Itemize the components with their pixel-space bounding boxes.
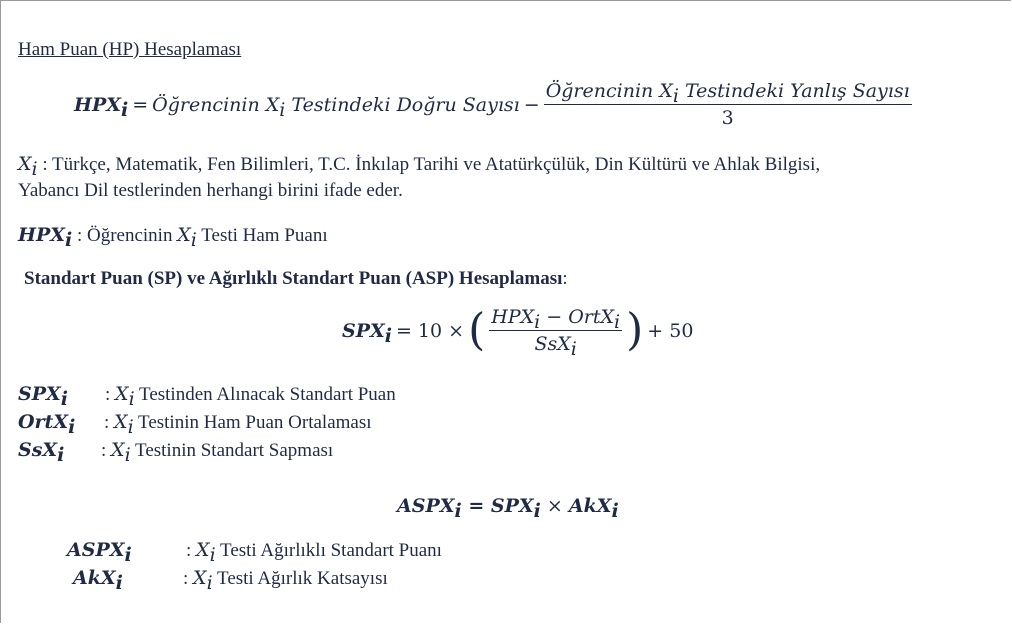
sp-formula-lhs-sub: i [384,324,392,347]
def-term-spx: SPX [18,383,61,405]
sp-formula-fraction [489,306,622,360]
def-row-akx [73,567,123,594]
def-x-spx: X [115,383,129,405]
xi-definition-line2: Yabancı Dil testlerinden herhangi birini ifade eder. [18,180,403,201]
asp-formula-eq: = [461,495,491,517]
sp-frac-den-sub: i [570,338,577,360]
sp-formula-eq: = 10 × [395,319,465,342]
xi-definition-line1: : Türkçe, Matematik, Fen Bilimleri, T.C. İnkılap Tarihi ve Atatürkçülük, Din Kültürü ve Ahlak Bilgisi, [37,154,821,175]
sp-frac-num-a: HPX [491,306,535,328]
hp-formula-eq: = [132,93,149,116]
hp-frac-den: 3 [721,107,734,129]
xi-definition [18,153,821,180]
def-x-ssx: X [111,439,125,461]
def-term-ortx: OrtX [18,411,69,433]
hpx-def-x: X [177,224,191,246]
def-term-ortx-sub: i [68,416,76,438]
asp-formula-lhs: ASPX [397,495,455,517]
sp-frac-num-b: OrtX [568,306,615,328]
asp-formula-a-sub: i [533,500,541,522]
hp-frac-num-sub: i [672,85,679,107]
def-term-aspx-sub: i [124,544,132,566]
def-colon-ssx: : [101,440,112,461]
sp-frac-den: SsX [534,333,571,355]
def-desc-aspx [186,539,442,566]
def-colon-spx: : [105,384,116,405]
sp-frac-num-b-sub: i [614,311,621,333]
section2-title-text: Standart Puan (SP) ve Ağırlıklı Standart Puan (ASP) Hesaplaması [24,268,563,289]
def-text-ortx: Testinin Ham Puan Ortalaması [133,412,372,433]
hp-formula [74,80,912,140]
hpx-def-text-b: Testi Ham Puanı [196,225,328,246]
def-term-ssx-sub: i [57,444,65,466]
def-x-ortx: X [114,411,128,433]
hp-frac-num-a: Öğrencinin [545,80,660,102]
sp-frac-num-minus: − [540,306,569,328]
hpx-definition [18,224,328,251]
def-desc-ssx [101,439,334,466]
asp-formula-b-sub: i [611,500,619,522]
def-row-aspx [67,539,132,566]
asp-formula-times: × [540,495,569,517]
section-title-standart-puan [24,268,568,290]
hp-formula-term1x: X [265,93,280,116]
hp-formula-lhs-sub: i [120,98,129,121]
asp-formula-a: SPX [490,495,534,517]
def-text-ssx: Testinin Standart Sapması [130,440,334,461]
hp-formula-term1a: Öğrencinin [152,93,266,116]
hpx-def-xsub: i [190,229,197,251]
section-title-ham-puan: Ham Puan (HP) Hesaplaması [18,39,242,60]
xi-symbol-sub: i [31,158,38,180]
hpx-def-term: HPX [18,224,65,246]
hpx-def-term-sub: i [64,229,73,251]
def-row-spx [18,383,68,410]
sp-frac-num-a-sub: i [534,311,541,333]
def-row-ortx [18,411,76,438]
xi-symbol: X [18,153,32,175]
def-term-akx-sub: i [115,572,123,594]
def-xsub-aspx: i [209,544,216,566]
def-term-aspx: ASPX [67,539,125,561]
def-xsub-spx: i [128,388,135,410]
def-term-spx-sub: i [60,388,68,410]
def-colon-aspx: : [186,540,197,561]
def-text-akx: Testi Ağırlık Katsayısı [212,568,388,589]
hp-formula-lhs: HPX [74,93,121,116]
def-desc-spx [105,383,396,410]
def-text-spx: Testinden Alınacak Standart Puan [134,384,396,405]
hp-frac-num-x: X [659,80,673,102]
def-desc-akx [183,567,388,594]
hp-formula-term1b: Testindeki Doğru Sayısı [285,93,520,116]
def-colon-ortx: : [104,412,115,433]
hp-formula-fraction [544,80,912,129]
hp-formula-minus: − [523,93,540,116]
def-row-ssx [18,439,65,466]
def-text-aspx: Testi Ağırlıklı Standart Puanı [215,540,442,561]
section2-title-colon: : [562,268,568,289]
def-colon-akx: : [183,568,194,589]
def-x-aspx: X [196,539,210,561]
def-xsub-ortx: i [127,416,134,438]
asp-formula-lhs-sub: i [454,500,462,522]
sp-formula-lparen: ( [468,304,486,356]
def-xsub-ssx: i [124,444,131,466]
def-desc-ortx [104,411,372,438]
def-x-akx: X [193,567,207,589]
hpx-def-text-a: : Öğrencinin [72,225,178,246]
def-xsub-akx: i [206,572,213,594]
sp-formula-plus: + 50 [647,319,694,342]
hp-frac-num-b: Testindeki Yanlış Sayısı [678,80,910,102]
sp-formula-rparen: ) [626,304,644,356]
sp-formula-lhs: SPX [342,319,385,342]
sp-formula [342,306,693,366]
asp-formula-b: AkX [568,495,612,517]
asp-formula [397,495,619,522]
def-term-ssx: SsX [18,439,58,461]
hp-formula-term1sub: i [279,98,286,121]
def-term-akx: AkX [73,567,116,589]
